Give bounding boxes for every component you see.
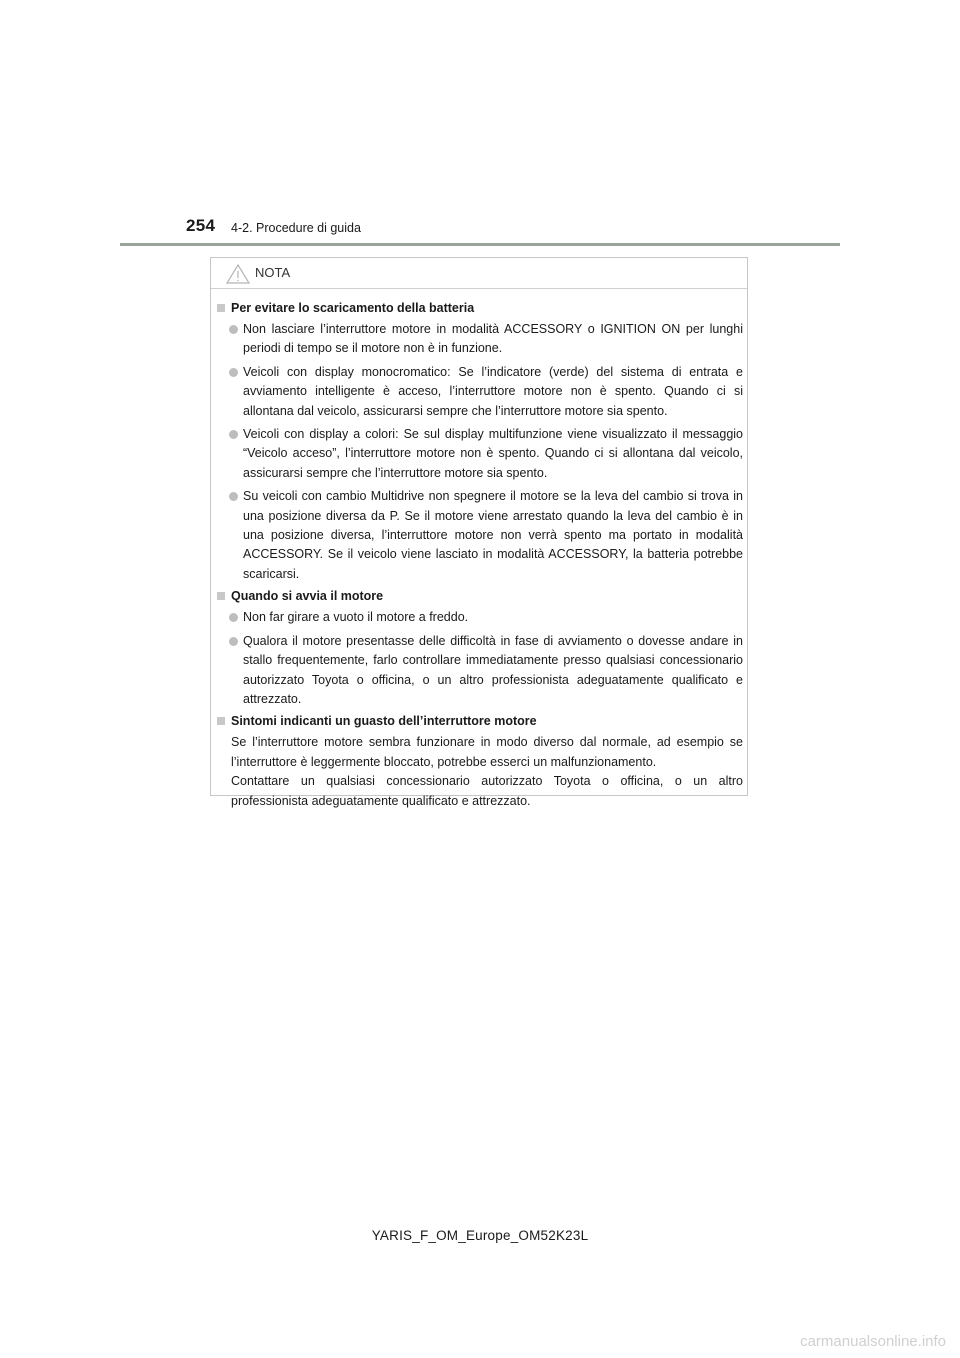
note-title: NOTA (255, 265, 291, 280)
page-number: 254 (186, 216, 216, 235)
square-bullet-icon (217, 304, 225, 312)
section-heading (217, 713, 743, 730)
section-heading-text: Sintomi indicanti un guasto dell’interruttore motore (231, 714, 537, 729)
list-item (217, 608, 743, 627)
section-heading (217, 588, 743, 605)
section-paragraphs (217, 733, 743, 811)
section-heading (217, 300, 743, 317)
list-item-text: Veicoli con display a colori: Se sul display multifunzione viene visualizzato il messaggio “Veicolo acceso”, l’interruttore motore non è spento. Quando ci si allontana dal veicolo, assicurarsi sempre che l’interruttore motore sia spento. (243, 427, 743, 480)
round-bullet-icon (229, 492, 238, 501)
section-heading-text: Quando si avvia il motore (231, 589, 384, 604)
warning-triangle-icon (225, 263, 251, 285)
page-header (0, 0, 960, 250)
list-item (217, 363, 743, 421)
square-bullet-icon (217, 592, 225, 600)
document-code: YARIS_F_OM_Europe_OM52K23L (371, 1228, 589, 1243)
note-section (217, 713, 743, 811)
note-body (217, 300, 743, 811)
section-title: 4-2. Procedure di guida (231, 221, 361, 235)
section-heading-text: Per evitare lo scaricamento della batteria (231, 301, 475, 315)
round-bullet-icon (229, 637, 238, 646)
list-item-text: Qualora il motore presentasse delle difficoltà in fase di avviamento o dovesse andare in stallo frequentemente, farlo controllare immediatamente presso qualsiasi concessionario autorizzato Toyota o officina, o un altro professionista adeguatamente qualificato e attrezzato. (243, 633, 743, 706)
round-bullet-icon (229, 368, 238, 377)
watermark-text: carmanualsonline.info (800, 1333, 946, 1350)
note-section (217, 300, 743, 584)
list-item (217, 320, 743, 359)
note-section (217, 588, 743, 709)
paragraph: Se l’interruttore motore sembra funzionare in modo diverso dal normale, ad esempio se l’interruttore è leggermente bloccato, potrebbe esserci un malfunzionamento. (231, 735, 743, 769)
list-item (217, 425, 743, 483)
list-item (217, 487, 743, 584)
round-bullet-icon (229, 430, 238, 439)
paragraph: Contattare un qualsiasi concessionario autorizzato Toyota o officina, o un altro professionista adeguatamente qualificato e attrezzato. (231, 774, 743, 808)
list-item (217, 632, 743, 710)
round-bullet-icon (229, 613, 238, 622)
watermark-logo (768, 1330, 948, 1352)
note-box (210, 257, 748, 808)
list-item-text: Su veicoli con cambio Multidrive non spegnere il motore se la leva del cambio si trova in una posizione diversa da P. Se il motore viene arrestato quando la leva del cambio è in una posizione diversa, l’interruttore motore non verrà spento ma portato in modalità ACCESSORY. Se il veicolo viene lasciato in modalità ACCESSORY, la batteria potrebbe scaricarsi. (243, 489, 743, 581)
round-bullet-icon (229, 325, 238, 334)
header-divider (120, 243, 840, 246)
list-item-text: Non far girare a vuoto il motore a freddo. (243, 610, 469, 625)
note-header (211, 258, 747, 289)
square-bullet-icon (217, 717, 225, 725)
list-item-text: Veicoli con display monocromatico: Se l’indicatore (verde) del sistema di entrata e avviamento intelligente è acceso, l’interruttore motore non è spento. Quando ci si allontana dal veicolo, assicurarsi sempre che l’interruttore motore sia spento. (243, 364, 743, 418)
list-item-text: Non lasciare l’interruttore motore in modalità ACCESSORY o IGNITION ON per lunghi periodi di tempo se il motore non è in funzione. (243, 322, 743, 356)
